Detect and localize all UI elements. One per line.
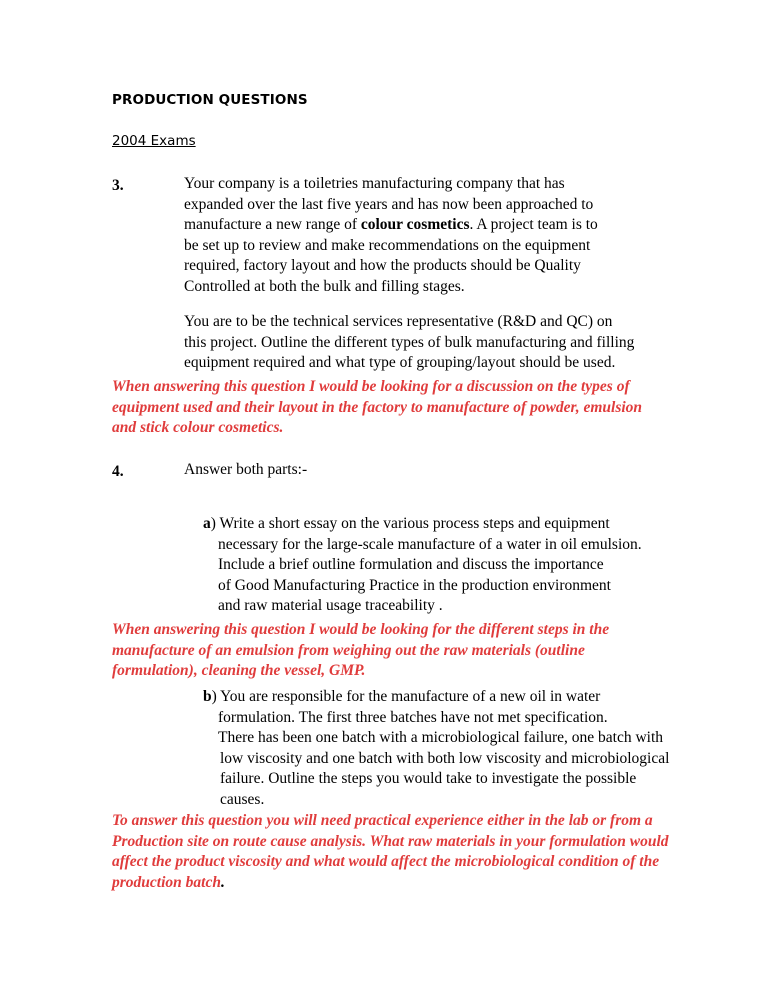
question-4a-text — [203, 514, 642, 617]
answer-line: manufacture of an emulsion from weighing out the raw materials (outline — [112, 641, 585, 659]
bold-term: colour cosmetics — [360, 216, 470, 233]
answer-line: formulation), cleaning the vessel, GMP. — [112, 662, 366, 679]
q4a-line: necessary for the large-scale manufacture of a water in oil emulsion. — [218, 535, 642, 553]
question-4a-answer-note — [112, 620, 609, 682]
q4b-line: formulation. The first three batches have not met specification. — [218, 708, 608, 726]
question-3-answer-note — [112, 377, 642, 439]
exam-year-heading: 2004 Exams — [112, 133, 196, 149]
q4b-line: low viscosity and one batch with both low viscosity and microbiological — [220, 749, 670, 767]
answer-line: Production site on route cause analysis. What raw materials in your formulation would — [112, 832, 669, 850]
answer-line: affect the product viscosity and what would affect the microbiological condition of the — [112, 853, 660, 870]
q3-task-line: equipment required and what type of grouping/layout should be used. — [184, 354, 616, 371]
q4b-line: b) You are responsible for the manufacture of a new oil in water — [203, 688, 601, 705]
answer-line: equipment used and their layout in the factory to manufacture of powder, emulsion — [112, 398, 643, 416]
q3-line: manufacture a new range of colour cosmetics. A project team is to — [184, 216, 598, 233]
q4b-line: There has been one batch with a microbiological failure, one batch with — [218, 729, 664, 746]
q4a-line: and raw material usage traceability . — [218, 597, 443, 614]
question-4b-answer-note — [112, 811, 669, 893]
q3-line: be set up to review and make recommendations on the equipment — [184, 236, 591, 254]
question-4b-text — [203, 687, 669, 810]
page-title: PRODUCTION QUESTIONS — [112, 92, 308, 108]
q4b-line: causes. — [220, 790, 265, 808]
q3-line: Controlled at both the bulk and filling stages. — [184, 277, 465, 295]
question-3-text — [184, 174, 598, 297]
part-b-label: b — [203, 688, 212, 705]
q4a-line: of Good Manufacturing Practice in the production environment — [218, 576, 611, 594]
question-3-task — [184, 312, 634, 374]
answer-line: and stick colour cosmetics. — [112, 419, 284, 436]
answer-line: production batch. — [112, 873, 225, 891]
question-4-intro: Answer both parts:- — [184, 461, 308, 478]
q3-task-line: You are to be the technical services representative (R&D and QC) on — [184, 313, 613, 330]
question-3-number: 3. — [112, 177, 124, 194]
q4a-line: a) Write a short essay on the various process steps and equipment — [203, 515, 610, 532]
q4b-line: failure. Outline the steps you would take to investigate the possible — [220, 770, 637, 787]
q3-line: Your company is a toiletries manufacturing company that has — [184, 175, 565, 192]
q3-task-line: this project. Outline the different types of bulk manufacturing and filling — [184, 333, 635, 351]
answer-line: When answering this question I would be looking for the different steps in the — [112, 621, 610, 638]
q3-line: expanded over the last five years and has now been approached to — [184, 195, 594, 213]
answer-line: To answer this question you will need practical experience either in the lab or from a — [112, 812, 653, 829]
part-a-label: a — [203, 515, 211, 532]
q4a-line: Include a brief outline formulation and discuss the importance — [218, 556, 604, 573]
answer-line: When answering this question I would be looking for a discussion on the types of — [112, 378, 630, 395]
question-4-number: 4. — [112, 463, 124, 480]
q3-line: required, factory layout and how the products should be Quality — [184, 257, 581, 274]
